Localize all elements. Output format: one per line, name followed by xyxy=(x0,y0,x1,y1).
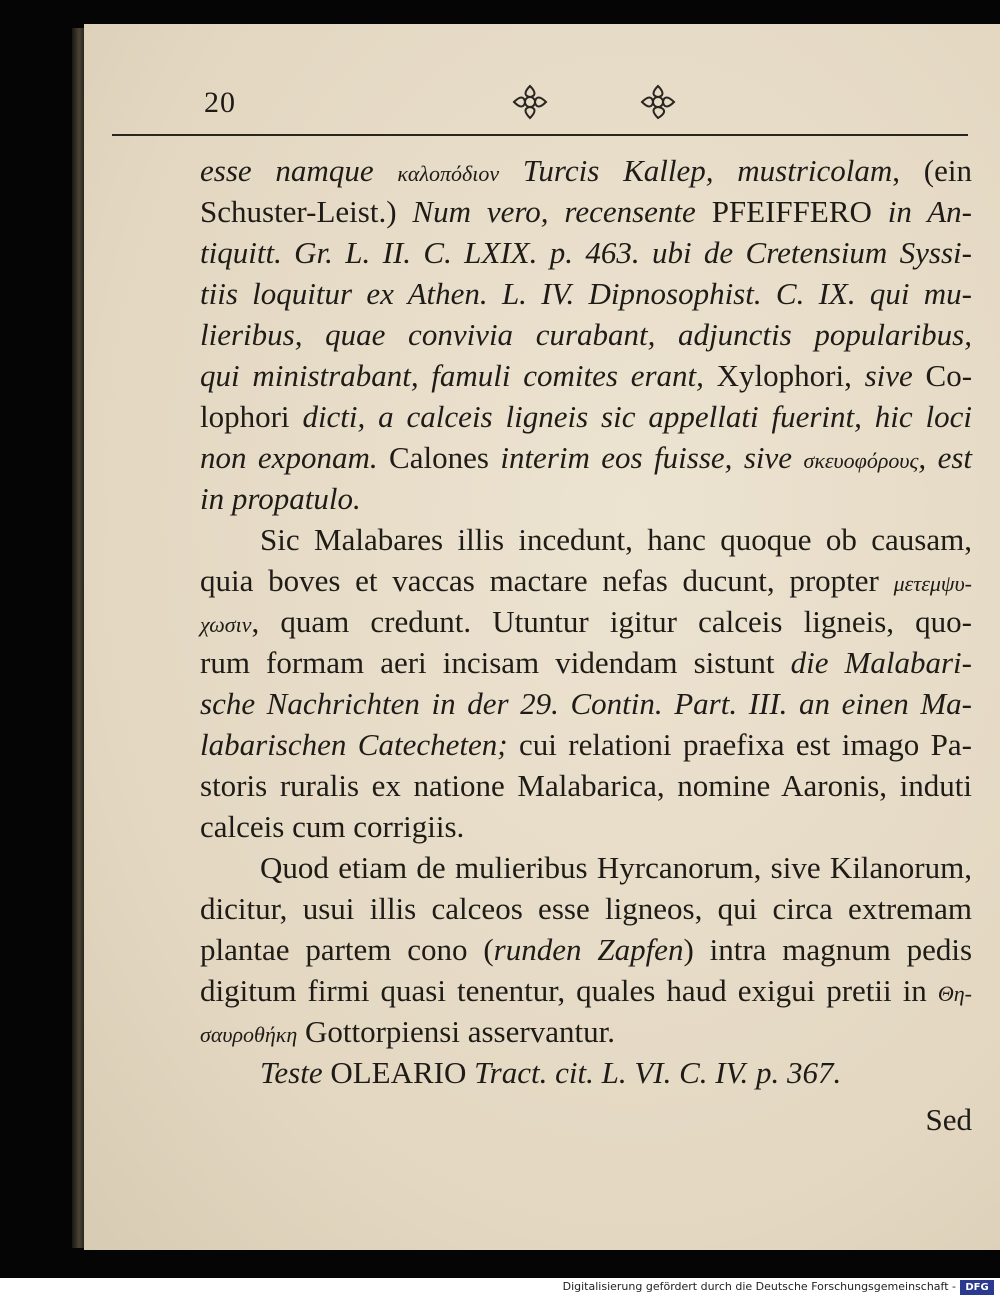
text-segment: dicti, a calceis ligneis sic appellati fuerint, hic loci xyxy=(302,399,972,434)
greek-word: καλοπόδιον xyxy=(397,161,500,186)
text-segment: , (ein xyxy=(892,153,972,188)
text-segment: interim eos fuisse, sive xyxy=(500,440,804,475)
text-segment: OLEARIO xyxy=(330,1055,467,1090)
text-segment: Tract. cit. L. VI. C. IV. p. 367. xyxy=(466,1055,842,1090)
ornament-icon xyxy=(510,82,550,122)
text-segment: storis ruralis ex natione Malabarica, nomine Aaronis, induti xyxy=(200,768,972,803)
text-segment: lophori xyxy=(200,399,303,434)
funding-notice: Digitalisierung gefördert durch die Deutsche Forschungsgemeinschaft - xyxy=(562,1280,956,1293)
text-segment: Teste xyxy=(260,1055,331,1090)
text-segment: , quam credunt. Utuntur igitur calceis ligneis, quo- xyxy=(251,604,972,639)
text-line xyxy=(200,355,972,396)
text-segment: in An- xyxy=(871,194,972,229)
text-segment: sche Nachrichten in der 29. Contin. Part. III. an einen Ma- xyxy=(200,686,972,721)
text-segment: quia boves et vaccas mactare nefas ducunt, propter xyxy=(200,563,894,598)
text-line xyxy=(200,478,972,519)
text-segment: digitum firmi quasi tenentur, quales haud exigui pretii in xyxy=(200,973,938,1008)
text-segment: tiis loquitur ex Athen. L. IV. Dipnosophist. C. IX. qui mu- xyxy=(200,276,972,311)
text-segment: calceis cum corrigiis. xyxy=(200,809,465,844)
text-line xyxy=(200,765,972,806)
text-line xyxy=(200,1052,972,1093)
text-segment: labarischen Catecheten; xyxy=(200,727,519,762)
page-number: 20 xyxy=(204,86,236,119)
text-segment: qui ministrabant, famuli comites erant, xyxy=(200,358,717,393)
text-line xyxy=(200,519,972,560)
text-line xyxy=(200,1011,972,1052)
text-segment: Gottorpiensi asservantur. xyxy=(297,1014,615,1049)
text-segment: non exponam. xyxy=(200,440,390,475)
text-segment: Schuster-Leist.) xyxy=(200,194,413,229)
page-edge xyxy=(72,28,84,1248)
greek-word: Θη- xyxy=(937,981,972,1006)
text-line xyxy=(200,642,972,683)
text-segment: Sed xyxy=(925,1102,972,1137)
text-line xyxy=(200,929,972,970)
text-line xyxy=(200,191,972,232)
body-text xyxy=(200,150,972,1140)
text-segment: Turcis Kallep, mustricolam xyxy=(499,153,893,188)
text-line xyxy=(200,232,972,273)
text-segment: Calones xyxy=(389,440,501,475)
text-line xyxy=(200,437,972,478)
text-segment: , est xyxy=(918,440,973,475)
dfg-logo: DFG xyxy=(960,1280,994,1295)
running-head xyxy=(118,82,968,130)
text-segment: die Malabari- xyxy=(790,645,972,680)
text-line xyxy=(200,273,972,314)
text-segment: in propatulo. xyxy=(200,481,361,516)
footer-bar xyxy=(0,1278,1000,1298)
greek-word: σκευοφόρους xyxy=(803,448,919,473)
text-line xyxy=(200,396,972,437)
catchword xyxy=(200,1093,972,1140)
text-line xyxy=(200,806,972,847)
text-line xyxy=(200,888,972,929)
text-line xyxy=(200,970,972,1011)
text-line xyxy=(200,847,972,888)
text-segment: runden Zapfen xyxy=(493,932,684,967)
text-segment: Sic Malabares illis incedunt, hanc quoque ob causam, xyxy=(260,522,972,557)
text-line xyxy=(200,314,972,355)
text-line xyxy=(200,150,972,191)
text-segment: lieribus, quae convivia curabant, adjunctis popularibus, xyxy=(200,317,972,352)
text-segment: dicitur, usui illis calceos esse ligneos, qui circa extremam xyxy=(200,891,972,926)
text-segment: sive xyxy=(864,358,926,393)
text-segment: plantae partem cono ( xyxy=(200,932,494,967)
greek-word: σαυροθήκη xyxy=(200,1022,298,1047)
text-segment: rum formam aeri incisam videndam sistunt xyxy=(200,645,791,680)
text-segment: Num vero, recensente xyxy=(412,194,712,229)
greek-word: χωσιν xyxy=(200,612,252,637)
text-segment: Quod etiam de mulieribus Hyrcanorum, sive Kilanorum, xyxy=(260,850,972,885)
text-segment: Co- xyxy=(925,358,973,393)
text-segment: tiquitt. Gr. L. II. C. LXIX. p. 463. ubi de Cretensium Syssi- xyxy=(200,235,972,270)
text-segment: ) intra magnum pedis xyxy=(683,932,973,967)
header-rule xyxy=(112,134,968,136)
text-line xyxy=(200,683,972,724)
greek-word: μετεμψυ- xyxy=(893,571,972,596)
text-segment: PFEIFFERO xyxy=(711,194,872,229)
text-segment: Xylophori, xyxy=(716,358,865,393)
text-segment: esse namque xyxy=(200,153,398,188)
text-line xyxy=(200,724,972,765)
ornament-icon xyxy=(638,82,678,122)
text-line xyxy=(200,601,972,642)
text-segment: cui relationi praefixa est imago Pa- xyxy=(518,727,972,762)
text-line xyxy=(200,560,972,601)
